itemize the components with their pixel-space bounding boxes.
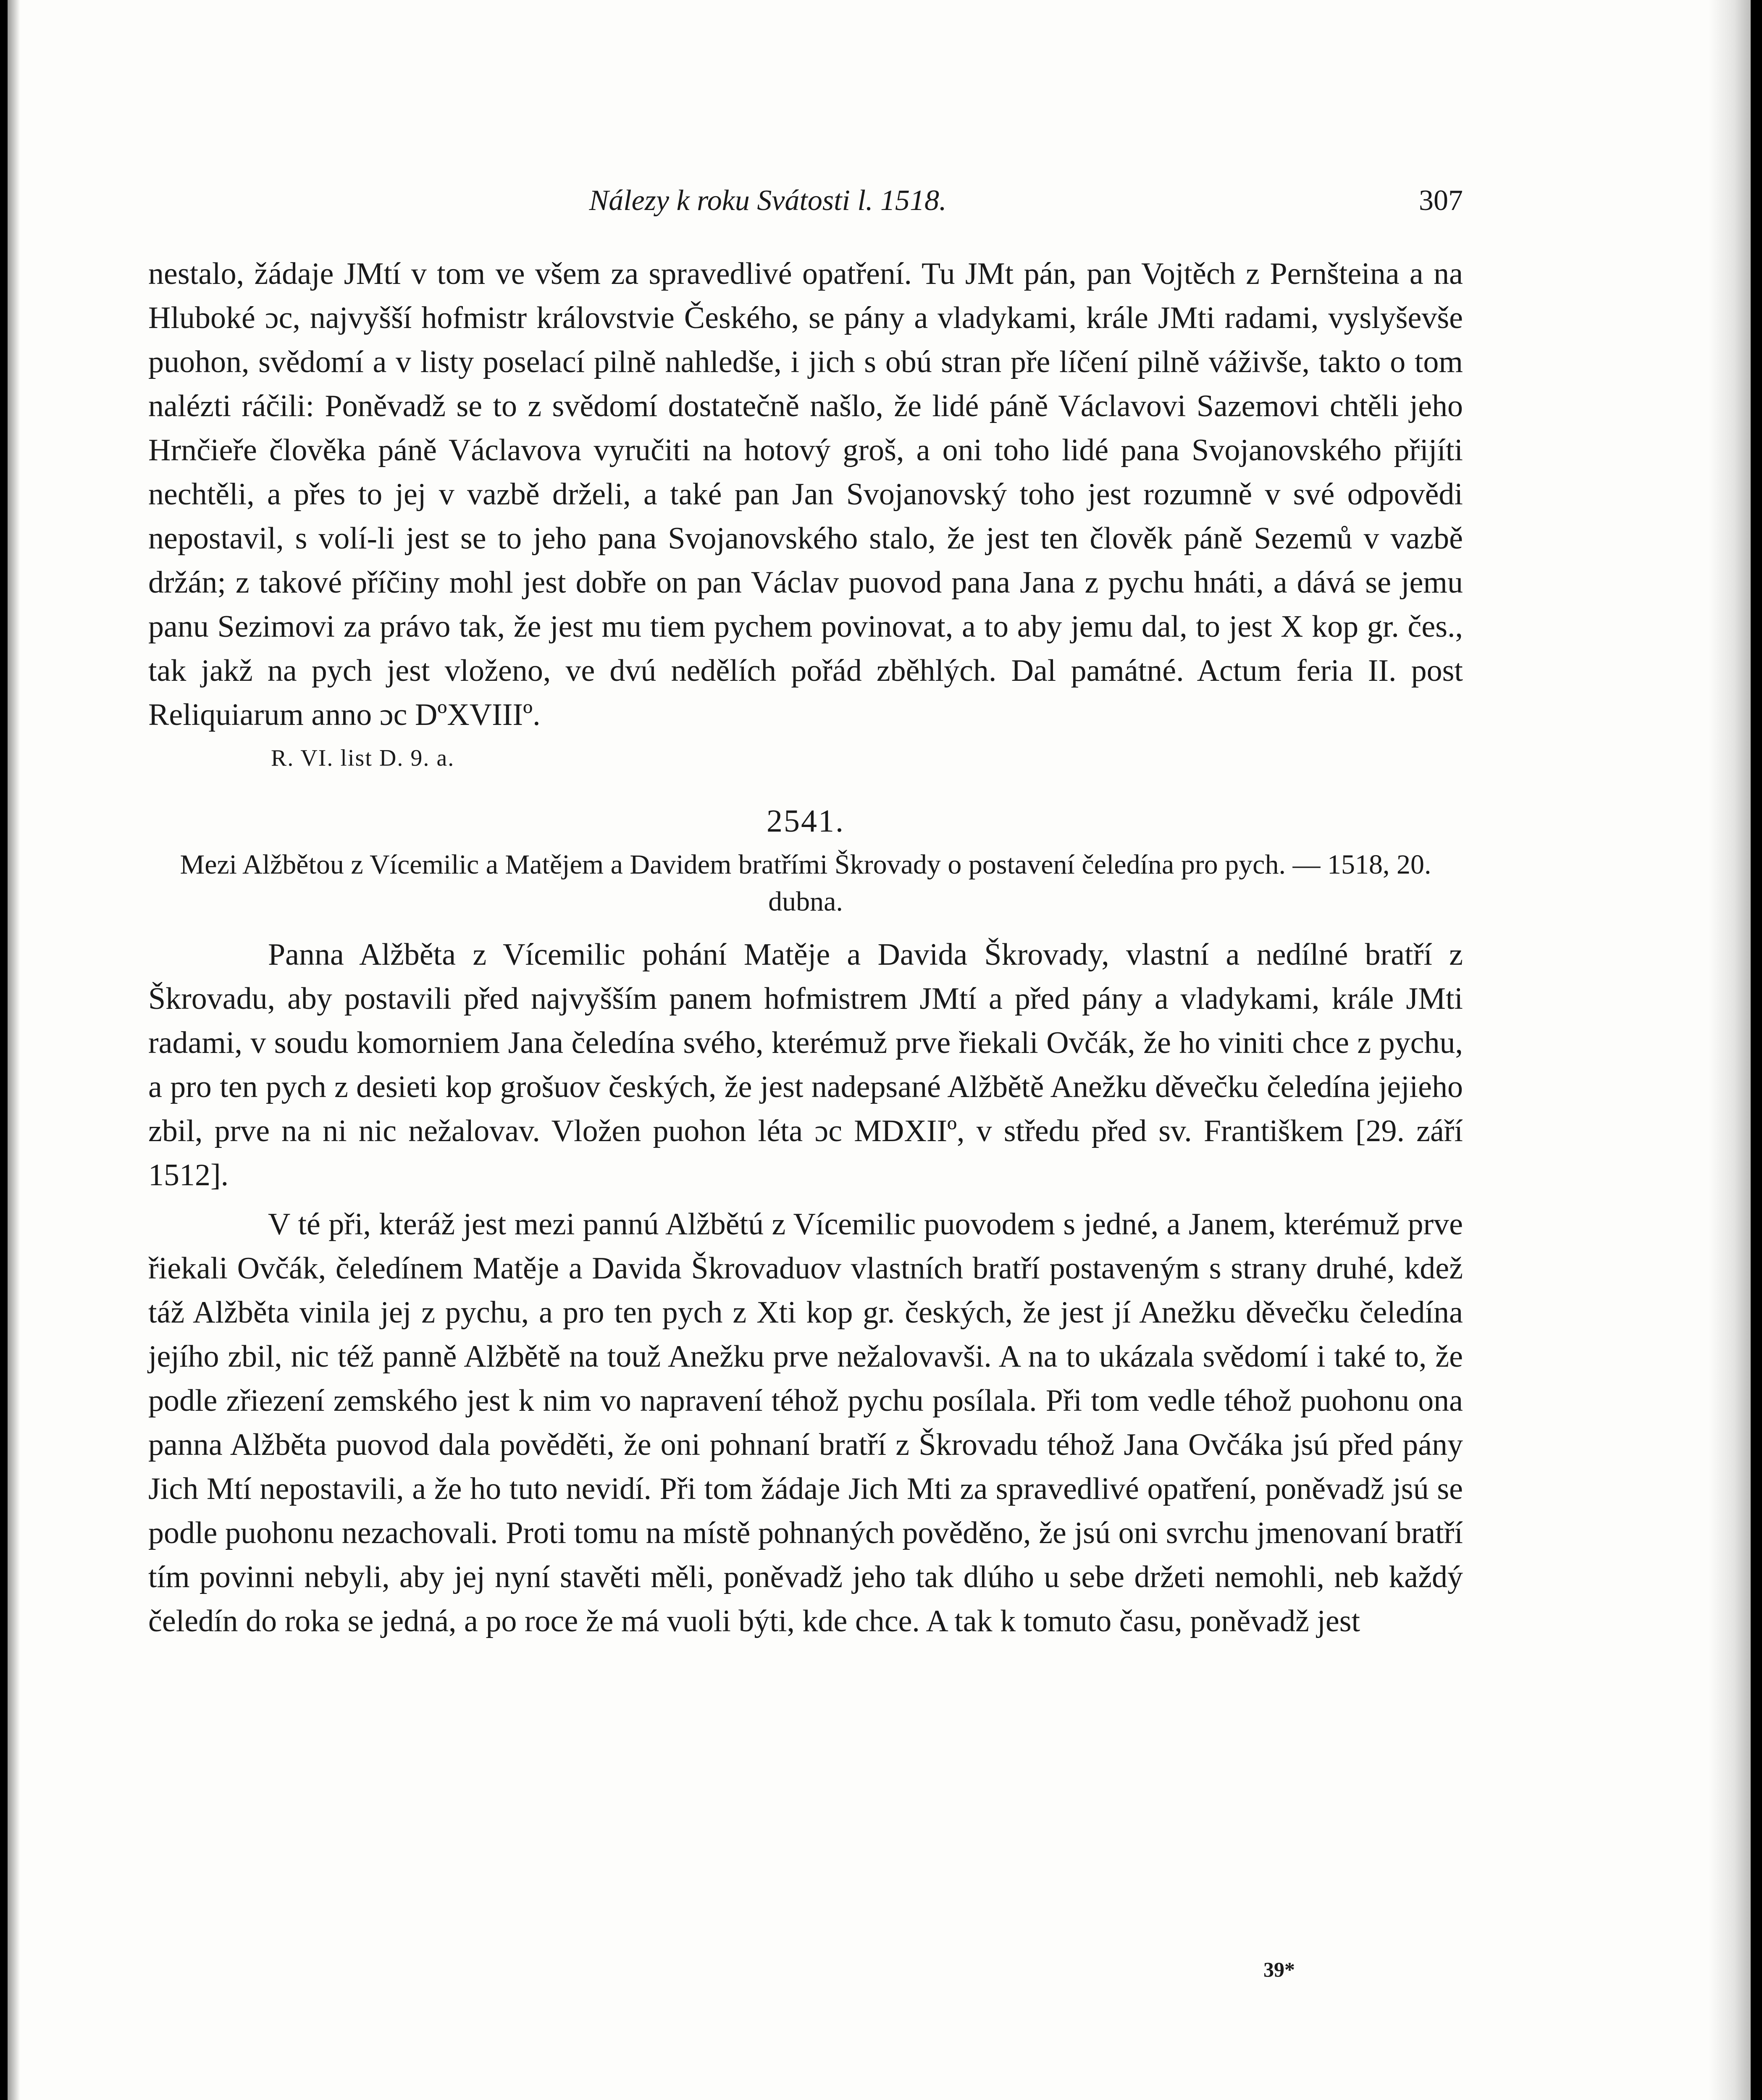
document-page [8,0,1751,2100]
continuation-paragraph: nestalo, žádaje JMtí v tom ve všem za spravedlivé opatření. Tu JMt pán, pan Vojtěch z Pernšteina a na Hluboké ɔc, najvyšší hofmistr královstvie Českého, se pány a vladykami, krále JMti radami, vyslyševše puohon, svědomí a v listy poselací pilně nahledše, i jich s obú stran pře líčení pilně váživše, takto o tom nalézti ráčili: Poněvadž se to z svědomí dostatečně našlo, že lidé páně Václavovi Sazemovi chtěli jeho Hrnčieře člověka páně Václavova vyručiti na hotový groš, a oni toho lidé pana Svojanovského přijíti nechtěli, a přes to jej v vazbě drželi, a také pan Jan Svojanovský toho jest rozumně v své odpovědi nepostavil, s volí-li jest se to jeho pana Svojanovského stalo, že jest ten člověk páně Sezemů v vazbě držán; z takové příčiny mohl jest dobře on pan Václav puovod pana Jana z pychu hnáti, a dává se jemu panu Sezimovi za právo tak, že jest mu tiem pychem povinovat, a to aby jemu dal, to jest X kop gr. čes., tak jakž na pych jest vloženo, ve dvú nedělích pořád zběhlých. Dal památné. Actum feria II. post Reliquiarum anno ɔc DºXVIIIº. [148,257,1463,732]
entry-number: 2541. [767,803,845,839]
signature-mark: 39* [1263,1958,1295,1981]
entry-paragraph-1: Panna Alžběta z Vícemilic pohání Matěje a Davida Škrovady, vlastní a nedílné bratří z Škrovadu, aby postavili před najvyšším panem hofmistrem JMtí a před pány a vladykami, krále JMti radami, v soudu komorniem Jana čeledína svého, kterémuž prve řiekali Ovčák, že ho viniti chce z pychu, a pro ten pych z desieti kop grošuov českých, že jest nadepsané Alžbětě Anežku děvečku čeledína jejieho zbil, prve na ni nic nežalovav. Vložen puohon léta ɔc MDXIIº, v středu před sv. Františkem [29. září 1512]. [148,937,1463,1192]
entry-paragraph-2: V té při, kteráž jest mezi pannú Alžbětú z Vícemilic puovodem s jedné, a Janem, kterémuž prve řiekali Ovčák, čeledínem Matěje a Davida Škrovaduov vlastních bratří postaveným s strany druhé, kdež táž Alžběta vinila jej z pychu, a pro ten pych z Xti kop gr. českých, že jest jí Anežku děvečku čeledína jejího zbil, nic též panně Alžbětě na touž Anežku prve nežalovavši. A na to ukázala svědomí i také to, že podle zřiezení zemského jest k nim vo napravení téhož pychu posílala. Při tom vedle téhož puohonu ona panna Alžběta puovod dala pověděti, že oni pohnaní bratří z Škrovadu téhož Jana Ovčáka jsú před pány Jich Mtí nepostavili, a že ho tuto nevidí. Při tom žádaje Jich Mti za spravedlivé opatření, poněvadž jsú se podle puohonu nezachovali. Proti tomu na místě pohnaných pověděno, že jsú oni svrchu jmenovaní bratří tím povinni nebyli, aby jej nyní stavěti měli, poněvadž jeho tak dlúho u sebe držeti nemohli, neb každý čeledín do roka se jedná, a po roce že má vuoli býti, kde chce. A tak k tomuto času, poněvadž jest [148,1207,1463,1638]
running-title: Nálezy k roku Svátosti l. 1518. [589,184,947,217]
page-header [148,176,1463,227]
archival-reference: R. VI. list D. 9. a. [271,745,455,771]
page-left-shadow [8,0,20,2100]
page-right-shadow [1709,0,1751,2100]
page-number: 307 [1419,184,1463,217]
entry-summary: Mezi Alžbětou z Vícemilic a Matějem a Davidem bratřími Škrovady o postavení čeledína pro pych. — 1518, 20. dubna. [180,849,1431,917]
page-body [148,252,1463,1643]
